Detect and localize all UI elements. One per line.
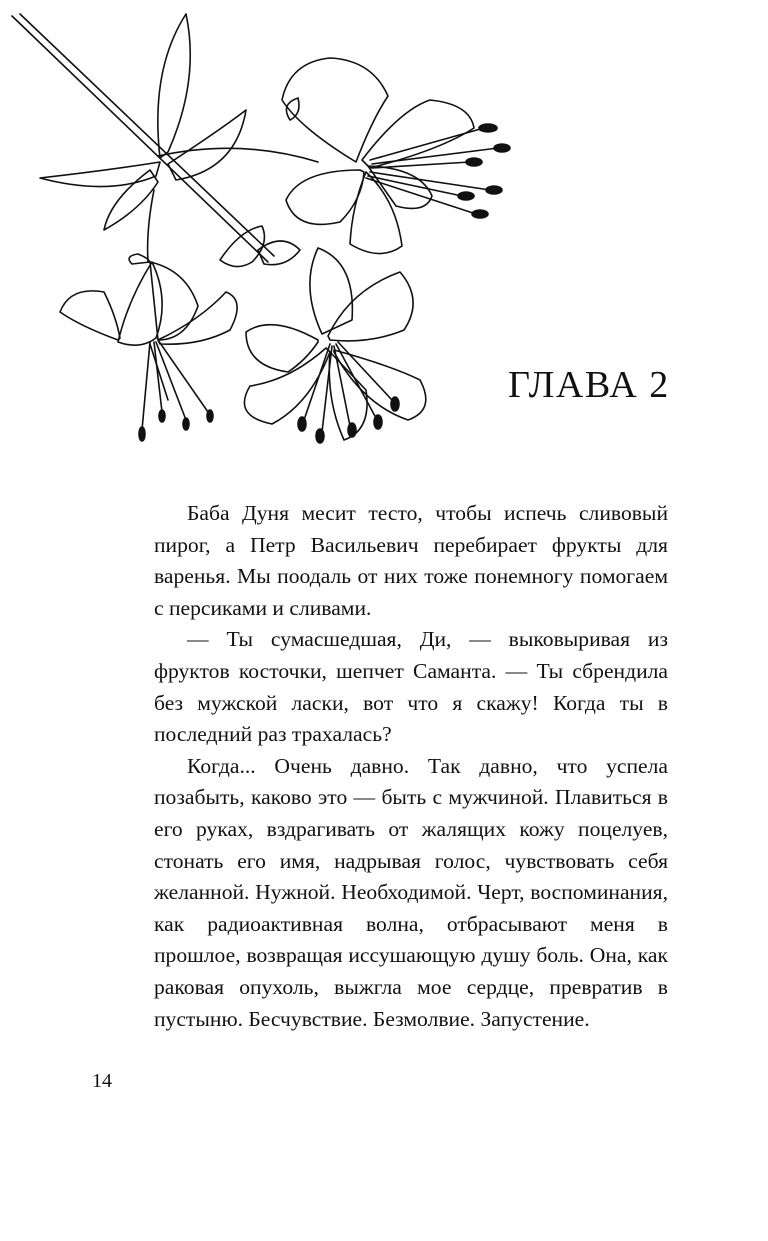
lily-leaf — [40, 162, 160, 187]
page-number: 14 — [92, 1070, 112, 1092]
lily-flower-hanging — [60, 254, 237, 441]
body-text — [154, 498, 668, 1035]
chapter-title: ГЛАВА 2 — [508, 364, 670, 406]
paragraph: — Ты сумасшедшая, Ди, — выковыривая из фруктов косточки, шепчет Саманта. — Ты сбрендила без мужской ласки, вот что я скажу! Когда ты в последний раз трахалась? — [154, 627, 668, 747]
lily-flower-open-upper — [282, 58, 510, 254]
paragraph: Когда... Очень давно. Так давно, что успела позабыть, каково это — быть с мужчиной. Плавиться в его руках, вздрагивать от жалящих кожу поцелуев, стонать его имя, надрывая голос, чувствовать себя желанной. Нужной. Необходимой. Черт, воспоминания, как радиоактивная волна, отбрасывают меня в прошлое, возвращая иссушающую душу боль. Она, как раковая опухоль, выжгла мое сердце, превратив в пустыню. Бесчувствие. Безмолвие. Запустение. — [154, 753, 668, 1031]
lily-branch — [148, 190, 154, 262]
lily-stem-outline — [20, 14, 274, 256]
lily-stem — [12, 16, 268, 262]
lily-bud — [258, 241, 300, 265]
lily-bud — [220, 226, 264, 267]
lily-leaf — [158, 14, 190, 158]
lily-flowers-illustration — [0, 0, 520, 460]
lily-flower-open-lower — [244, 248, 425, 443]
paragraph: Баба Дуня месит тесто, чтобы испечь сливовый пирог, а Петр Васильевич перебирает фрукты для варенья. Мы поодаль от них тоже понемногу помогаем с персиками и сливами. — [154, 501, 668, 620]
